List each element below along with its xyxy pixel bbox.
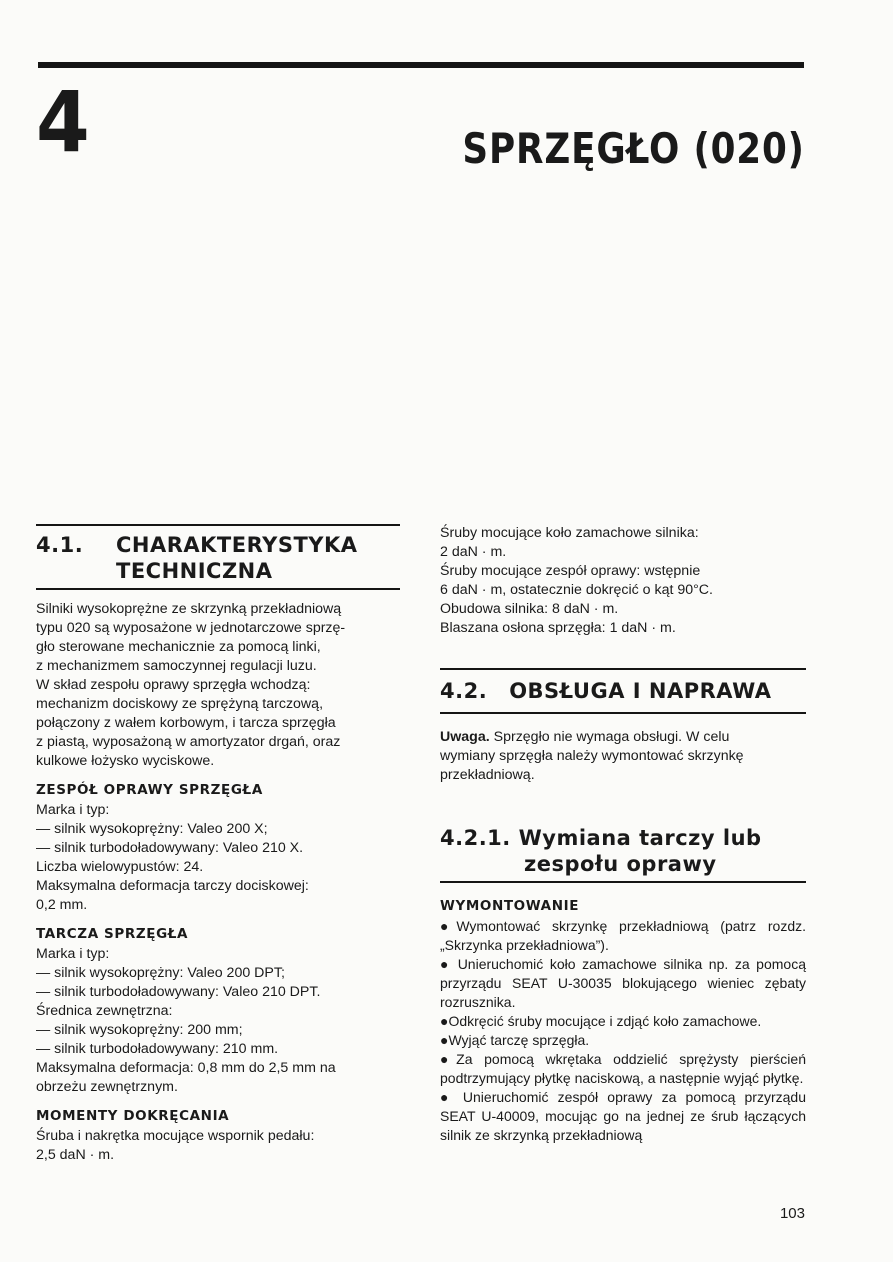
section-4-1-heading — [36, 532, 400, 584]
wymontowanie-steps — [440, 917, 806, 1145]
tarcza-line: — silnik turbodoładowywany: 210 mm. — [36, 1041, 279, 1057]
tarcza-line: Średnica zewnętrzna: — [36, 1003, 173, 1019]
intro-line: połączony z wałem korbowym, i tarcza sprzęgła — [36, 715, 336, 731]
tarcza-line: — silnik wysokoprężny: 200 mm; — [36, 1022, 243, 1038]
zespol-line: Maksymalna deformacja tarczy dociskowej: — [36, 878, 309, 894]
momenty-line: 6 daN · m, ostatecznie dokręcić o kąt 90°C. — [440, 582, 713, 598]
step-item: ● Unieruchomić zespół oprawy za pomocą przyrządu SEAT U-40009, mocując go na jednej ze śrub łączących silnik ze skrzynką przekładniową — [440, 1089, 806, 1143]
zespol-line: — silnik turbodoładowywany: Valeo 210 X. — [36, 840, 304, 856]
momenty-line: Obudowa silnika: 8 daN · m. — [440, 601, 619, 617]
section-4-2-1-title-line2: zespołu oprawy — [524, 852, 717, 876]
section-4-2-heading — [440, 678, 806, 704]
intro-line: typu 020 są wyposażone w jednotarczowe sprzę- — [36, 620, 346, 636]
momenty-line: 2,5 daN · m. — [36, 1147, 115, 1163]
intro-line: Silniki wysokoprężne ze skrzynką przekładniową — [36, 601, 342, 617]
note-line — [440, 728, 806, 747]
tarcza-list — [36, 945, 400, 1097]
momenty-line: Śruba i nakrętka mocujące wspornik pedału: — [36, 1128, 315, 1144]
chapter-title: SPRZĘGŁO (020) — [462, 124, 805, 173]
page-number: 103 — [779, 1205, 805, 1222]
section-rule — [36, 524, 400, 526]
section-4-2-note — [440, 728, 806, 785]
section-4-1-title-line2: TECHNICZNA — [116, 559, 273, 583]
momenty-list-left — [36, 1127, 400, 1165]
momenty-heading: MOMENTY DOKRĘCANIA — [36, 1108, 230, 1124]
step-item: ● Unieruchomić koło zamachowe silnika np. za pomocą przyrządu SEAT U-30035 blokującego wieniec zębaty rozrusznika. — [440, 956, 806, 1010]
momenty-line: 2 daN · m. — [440, 544, 507, 560]
step-item: ●Za pomocą wkrętaka oddzielić sprężysty pierścień podtrzymujący płytkę naciskową, a następnie wyjąć płytkę. — [440, 1051, 806, 1086]
momenty-line: Śruby mocujące koło zamachowe silnika: — [440, 525, 699, 541]
section-rule — [440, 881, 806, 883]
zespol-line: Liczba wielowypustów: 24. — [36, 859, 204, 875]
zespol-list — [36, 801, 400, 915]
right-column — [440, 524, 806, 1145]
tarcza-line: Maksymalna deformacja: 0,8 mm do 2,5 mm na — [36, 1060, 336, 1076]
intro-line: kulkowe łożysko wyciskowe. — [36, 753, 215, 769]
note-line: przekładniową. — [440, 767, 535, 783]
section-4-2-1-title-line1: Wymiana tarczy lub — [518, 826, 762, 850]
chapter-number: 4 — [36, 73, 88, 171]
intro-line: mechanizm dociskowy ze sprężyną tarczową, — [36, 696, 324, 712]
left-column — [36, 524, 400, 1165]
section-rule — [440, 712, 806, 714]
section-4-2-number: 4.2. — [440, 679, 488, 703]
section-4-2-1-number: 4.2.1. — [440, 826, 511, 850]
zespol-line: 0,2 mm. — [36, 897, 88, 913]
section-rule — [440, 668, 806, 670]
wymontowanie-heading: WYMONTOWANIE — [440, 898, 580, 914]
momenty-list-right — [440, 524, 806, 638]
note-text: Sprzęgło nie wymaga obsługi. W celu — [489, 729, 730, 745]
top-rule — [38, 62, 804, 68]
section-rule — [36, 588, 400, 590]
intro-line: gło sterowane mechanicznie za pomocą linki, — [36, 639, 321, 655]
intro-line: z piastą, wyposażoną w amortyzator drgań, oraz — [36, 734, 341, 750]
tarcza-line: — silnik wysokoprężny: Valeo 200 DPT; — [36, 965, 285, 981]
section-4-1-number: 4.1. — [36, 533, 84, 557]
note-line: wymiany sprzęgła należy wymontować skrzynkę — [440, 748, 744, 764]
intro-line: z mechanizmem samoczynnej regulacji luzu. — [36, 658, 317, 674]
intro-line: W skład zespołu oprawy sprzęgła wchodzą: — [36, 677, 311, 693]
zespol-line: — silnik wysokoprężny: Valeo 200 X; — [36, 821, 268, 837]
zespol-line: Marka i typ: — [36, 802, 110, 818]
tarcza-line: obrzeżu zewnętrznym. — [36, 1079, 178, 1095]
note-label: Uwaga. — [440, 729, 490, 745]
section-4-1-intro — [36, 600, 400, 771]
momenty-line: Blaszana osłona sprzęgła: 1 daN · m. — [440, 620, 676, 636]
tarcza-heading: TARCZA SPRZĘGŁA — [36, 926, 189, 942]
tarcza-line: — silnik turbodoładowywany: Valeo 210 DPT. — [36, 984, 321, 1000]
section-4-2-title: OBSŁUGA I NAPRAWA — [509, 679, 772, 703]
step-item: ●Wymontować skrzynkę przekładniową (patrz rozdz. „Skrzynka przekładniowa”). — [440, 918, 806, 953]
section-4-1-title-line1: CHARAKTERYSTYKA — [116, 533, 358, 557]
momenty-line: Śruby mocujące zespół oprawy: wstępnie — [440, 563, 701, 579]
tarcza-line: Marka i typ: — [36, 946, 110, 962]
section-4-2-1-heading — [440, 825, 806, 877]
zespol-heading: ZESPÓŁ OPRAWY SPRZĘGŁA — [36, 782, 263, 798]
step-item: ●Wyjąć tarczę sprzęgła. — [440, 1032, 590, 1048]
step-item: ●Odkręcić śruby mocujące i zdjąć koło zamachowe. — [440, 1013, 762, 1029]
